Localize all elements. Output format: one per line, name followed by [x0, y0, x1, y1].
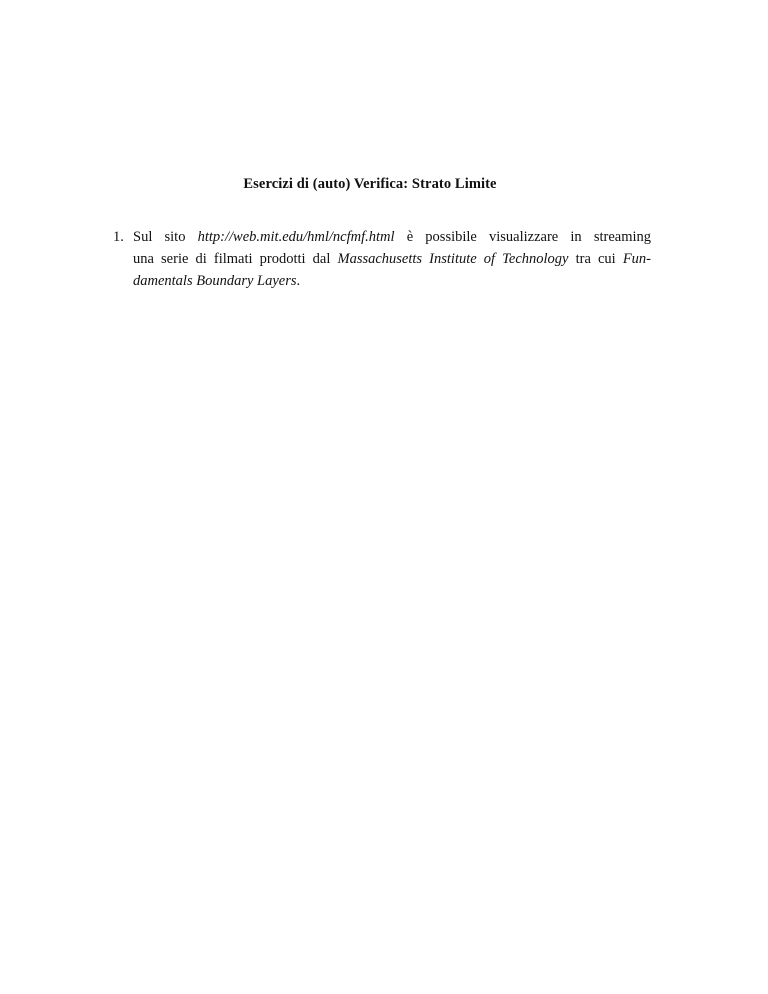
website-url: http://web.mit.edu/hml/ncfmf.html: [197, 229, 395, 245]
exercise-text: .: [296, 273, 301, 289]
exercise-text: è possibile visualizzare in streaming: [394, 229, 652, 245]
exercise-line-1: [113, 226, 651, 248]
exercise-list: [113, 226, 651, 292]
exercise-line-3: [113, 270, 651, 292]
exercise-line-2: [113, 248, 651, 270]
exercise-text: tra cui: [568, 251, 623, 267]
film-title-part-1: Fun-: [622, 251, 651, 267]
exercise-number: 1.: [113, 229, 124, 245]
film-title-part-2: damentals Boundary Layers: [133, 273, 297, 289]
institution-name: Massachusetts Institute of Technology: [337, 251, 569, 267]
exercise-text: Sul sito: [133, 229, 198, 245]
exercise-item: [113, 226, 651, 292]
exercise-text: una serie di filmati prodotti dal: [133, 251, 338, 267]
document-title: Esercizi di (auto) Verifica: Strato Limite: [243, 176, 497, 192]
